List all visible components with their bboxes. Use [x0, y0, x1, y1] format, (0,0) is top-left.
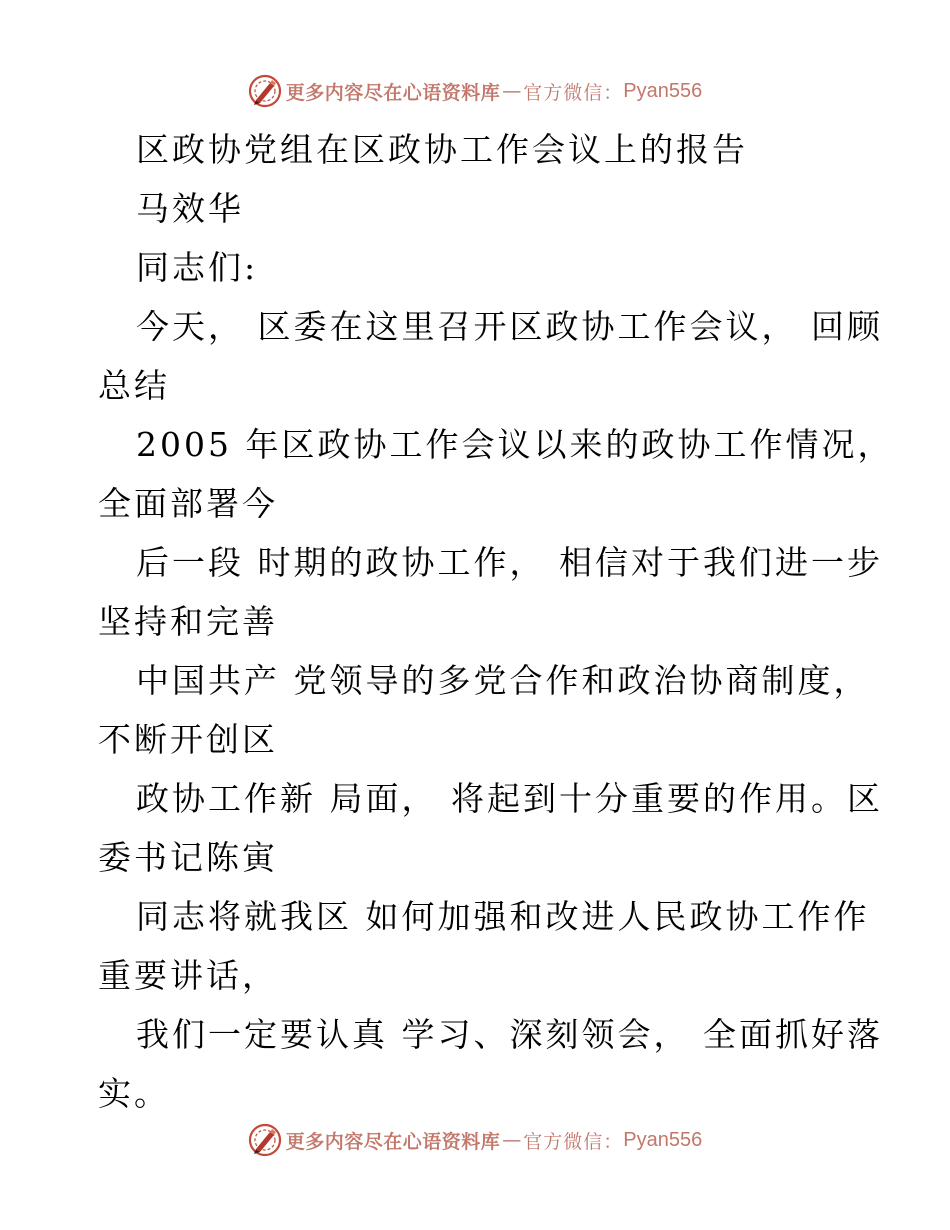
paragraph-line: 2005 年区政协工作会议以来的政协工作情况， [136, 425, 894, 464]
paragraph-line: 不断开创区 [98, 720, 278, 759]
paragraph-line: 今天， 区委在这里召开区政协工作会议， 回顾 [136, 307, 883, 346]
document-salutation: 同志们: [136, 248, 259, 287]
paragraph-line: 政协工作新 局面， 将起到十分重要的作用。区 [136, 779, 883, 818]
header-watermark-banner [0, 71, 950, 111]
banner-wechat-label: 官方微信： [523, 81, 624, 104]
paragraph-line: 实。 [98, 1074, 170, 1113]
pen-logo-icon [248, 74, 282, 108]
paragraph-line: 我们一定要认真 学习、深刻领会， 全面抓好落 [136, 1015, 883, 1054]
banner-wechat-id: Pyan556 [623, 1128, 703, 1151]
banner-main-text: 更多内容尽在心语资料库 [285, 81, 501, 104]
banner-separator: — [502, 80, 522, 102]
banner-main-text: 更多内容尽在心语资料库 [285, 1130, 501, 1153]
paragraph-line: 后一段 时期的政协工作， 相信对于我们进一步 [136, 543, 883, 582]
paragraph-line: 中国共产 党领导的多党合作和政治协商制度， [136, 661, 870, 700]
paragraph-line: 重要讲话， [98, 956, 278, 995]
banner-separator: — [502, 1129, 522, 1151]
banner-wechat-label: 官方微信： [523, 1130, 624, 1153]
footer-watermark-banner [0, 1120, 950, 1160]
document-author: 马效华 [136, 189, 244, 228]
paragraph-line: 总结 [98, 366, 170, 405]
document-title: 区政协党组在区政协工作会议上的报告 [136, 130, 748, 169]
paragraph-line: 同志将就我区 如何加强和改进人民政协工作作 [136, 897, 870, 936]
paragraph-line: 委书记陈寅 [98, 838, 278, 877]
banner-wechat-id: Pyan556 [623, 79, 703, 102]
document-body [98, 120, 894, 1123]
paragraph-line: 坚持和完善 [98, 602, 278, 641]
pen-logo-icon [248, 1123, 282, 1157]
paragraph-line: 全面部署今 [98, 484, 278, 523]
